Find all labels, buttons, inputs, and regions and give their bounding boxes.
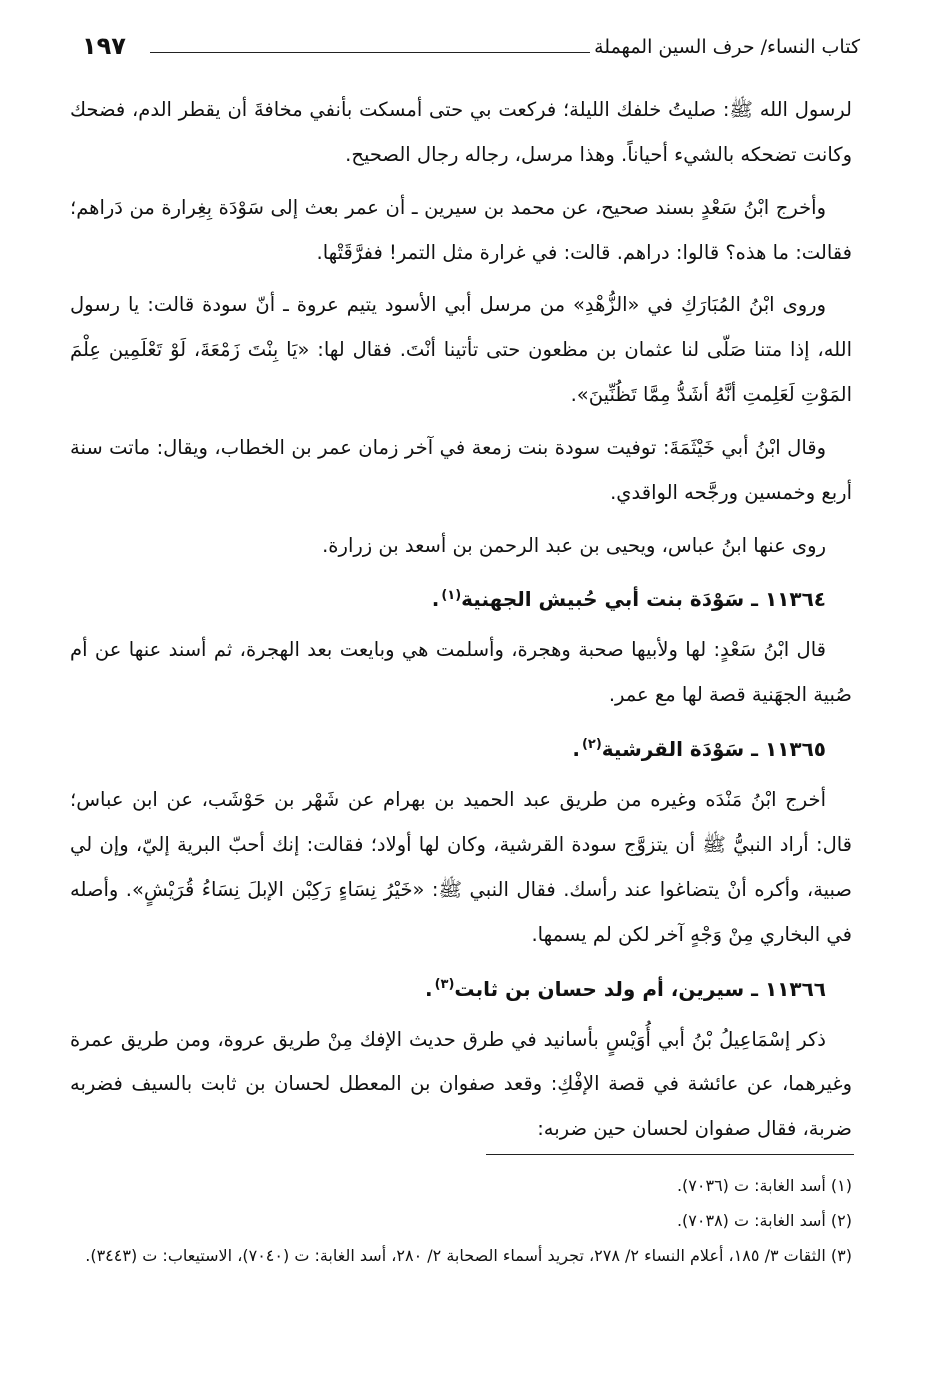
footnote-marker: (٣) (434, 976, 455, 992)
footnote-marker: (٢) (581, 737, 602, 753)
running-title: كتاب النساء/ حرف السين المهملة (594, 36, 860, 58)
entry-heading-11365 (70, 726, 852, 772)
paragraph-6: قال ابْنُ سَعْدٍ: لها ولأبيها صحبة وهجرة، وأسلمت هي وبايعت بعد الهجرة، ثم أسند عنها عن أم صُبية الجهَنية قصة لها مع عمر. (70, 638, 852, 707)
entry-heading-title: ١١٣٦٤ ـ سَوْدَة بنت أبي حُبيش الجهنية (461, 587, 826, 612)
footnote-rule (486, 1154, 854, 1155)
footnote-marker: (١) (441, 587, 462, 603)
footnotes (70, 1170, 852, 1276)
paragraph-4: وقال ابْنُ أبي خَيْثَمَةَ: توفيت سودة بنت زمعة في آخر زمان عمر بن الخطاب، ويقال: ماتت سنة أربع وخمسين ورجَّحه الواقدي. (70, 435, 852, 504)
header-rule (150, 52, 590, 53)
main-text (70, 88, 852, 1160)
paragraph-8: ذكر إسْمَاعِيلُ بْنُ أبي أُوَيْسٍ بأسانيد في طرق حديث الإفك مِنْ طريق عروة، ومن طريق عمرة وغيرهما، عن عائشة في قصة الإفْكِ: وقعد صفوان بن المعطل لحسان بن ثابت بالسيف فضربه ضربة، فقال صفوان لحسان حين ضربه: (70, 1027, 852, 1141)
paragraph-3: وروى ابْنُ المُبَارَكِ في «الزُّهْدِ» من مرسل أبي الأسود يتيم عروة ـ أنّ سودة قالت: يا رسول الله، إذا متنا صَلّى لنا عثمان بن مظعون حتى تأتينا أنْتَ. فقال لها: «يَا بِنْتَ زَمْعَةَ، لَوْ تَعْلَمِين عِلْمَ المَوْتِ لَعَلِمتِ أنَّهُ أشَدُّ مِمَّا تَظُنِّينَ». (70, 293, 852, 407)
paragraph-5: روى عنها ابنُ عباس، ويحيى بن عبد الرحمن بن أسعد بن زرارة. (322, 533, 826, 557)
paragraph-1: لرسول الله ﷺ: صليتُ خلفك الليلة؛ فركعت بي حتى أمسكت بأنفي مخافةَ أن يقطر الدم، فضحك وكانت تضحكه بالشيء أحياناً. وهذا مرسل، رجاله رجال الصحيح. (70, 98, 852, 166)
heading-period: . (431, 587, 440, 612)
paragraph-2: وأخرج ابْنُ سَعْدٍ بسند صحيح، عن محمد بن سيرين ـ أن عمر بعث إلى سَوْدَة بِغِرارة من دَراهم؛ فقالت: ما هذه؟ قالوا: دراهم. قالت: في غرارة مثل التمر! ففرَّقَتْها. (70, 195, 852, 264)
footnote-3: (٣) الثقات ٣/ ١٨٥، أعلام النساء ٢/ ٢٧٨، تجريد أسماء الصحابة ٢/ ٢٨٠، أسد الغابة: ت (٧٠٤٠)، الاستيعاب: ت (٣٤٤٣). (85, 1246, 852, 1266)
page-header (70, 30, 860, 70)
footnote-2: (٢) أسد الغابة: ت (٧٠٣٨). (676, 1211, 852, 1231)
entry-heading-title: ١١٣٦٥ ـ سَوْدَة القرشية (601, 737, 826, 762)
heading-period: . (424, 976, 433, 1001)
heading-period: . (572, 737, 580, 762)
page-number: ١٩٧ (82, 32, 126, 60)
entry-heading-title: ١١٣٦٦ ـ سيرين، أم ولد حسان بن ثابت (454, 976, 826, 1001)
entry-heading-11364 (70, 576, 852, 622)
footnote-1: (١) أسد الغابة: ت (٧٠٣٦). (676, 1176, 852, 1195)
paragraph-7: أخرج ابْنُ مَنْدَه وغيره من طريق عبد الحميد بن بهرام عن شَهْر بن حَوْشَب، عن ابن عباس؛ قال: أراد النبيُّ ﷺ أن يتزوَّج سودة القرشية، وكان لها أولاد؛ فقالت: إنك أحبّ البرية إليّ، وإن لي صبية، وأكره أنْ يتضاغوا عند رأسك. فقال النبي ﷺ: «خَيْرُ نِسَاءٍ رَكِبْن الإبلَ نِسَاءُ قُرَيْشٍ». وأصله في البخاري مِنْ وَجْهٍ آخر لكن لم يسمها. (70, 788, 852, 946)
entry-heading-11366 (70, 966, 852, 1012)
